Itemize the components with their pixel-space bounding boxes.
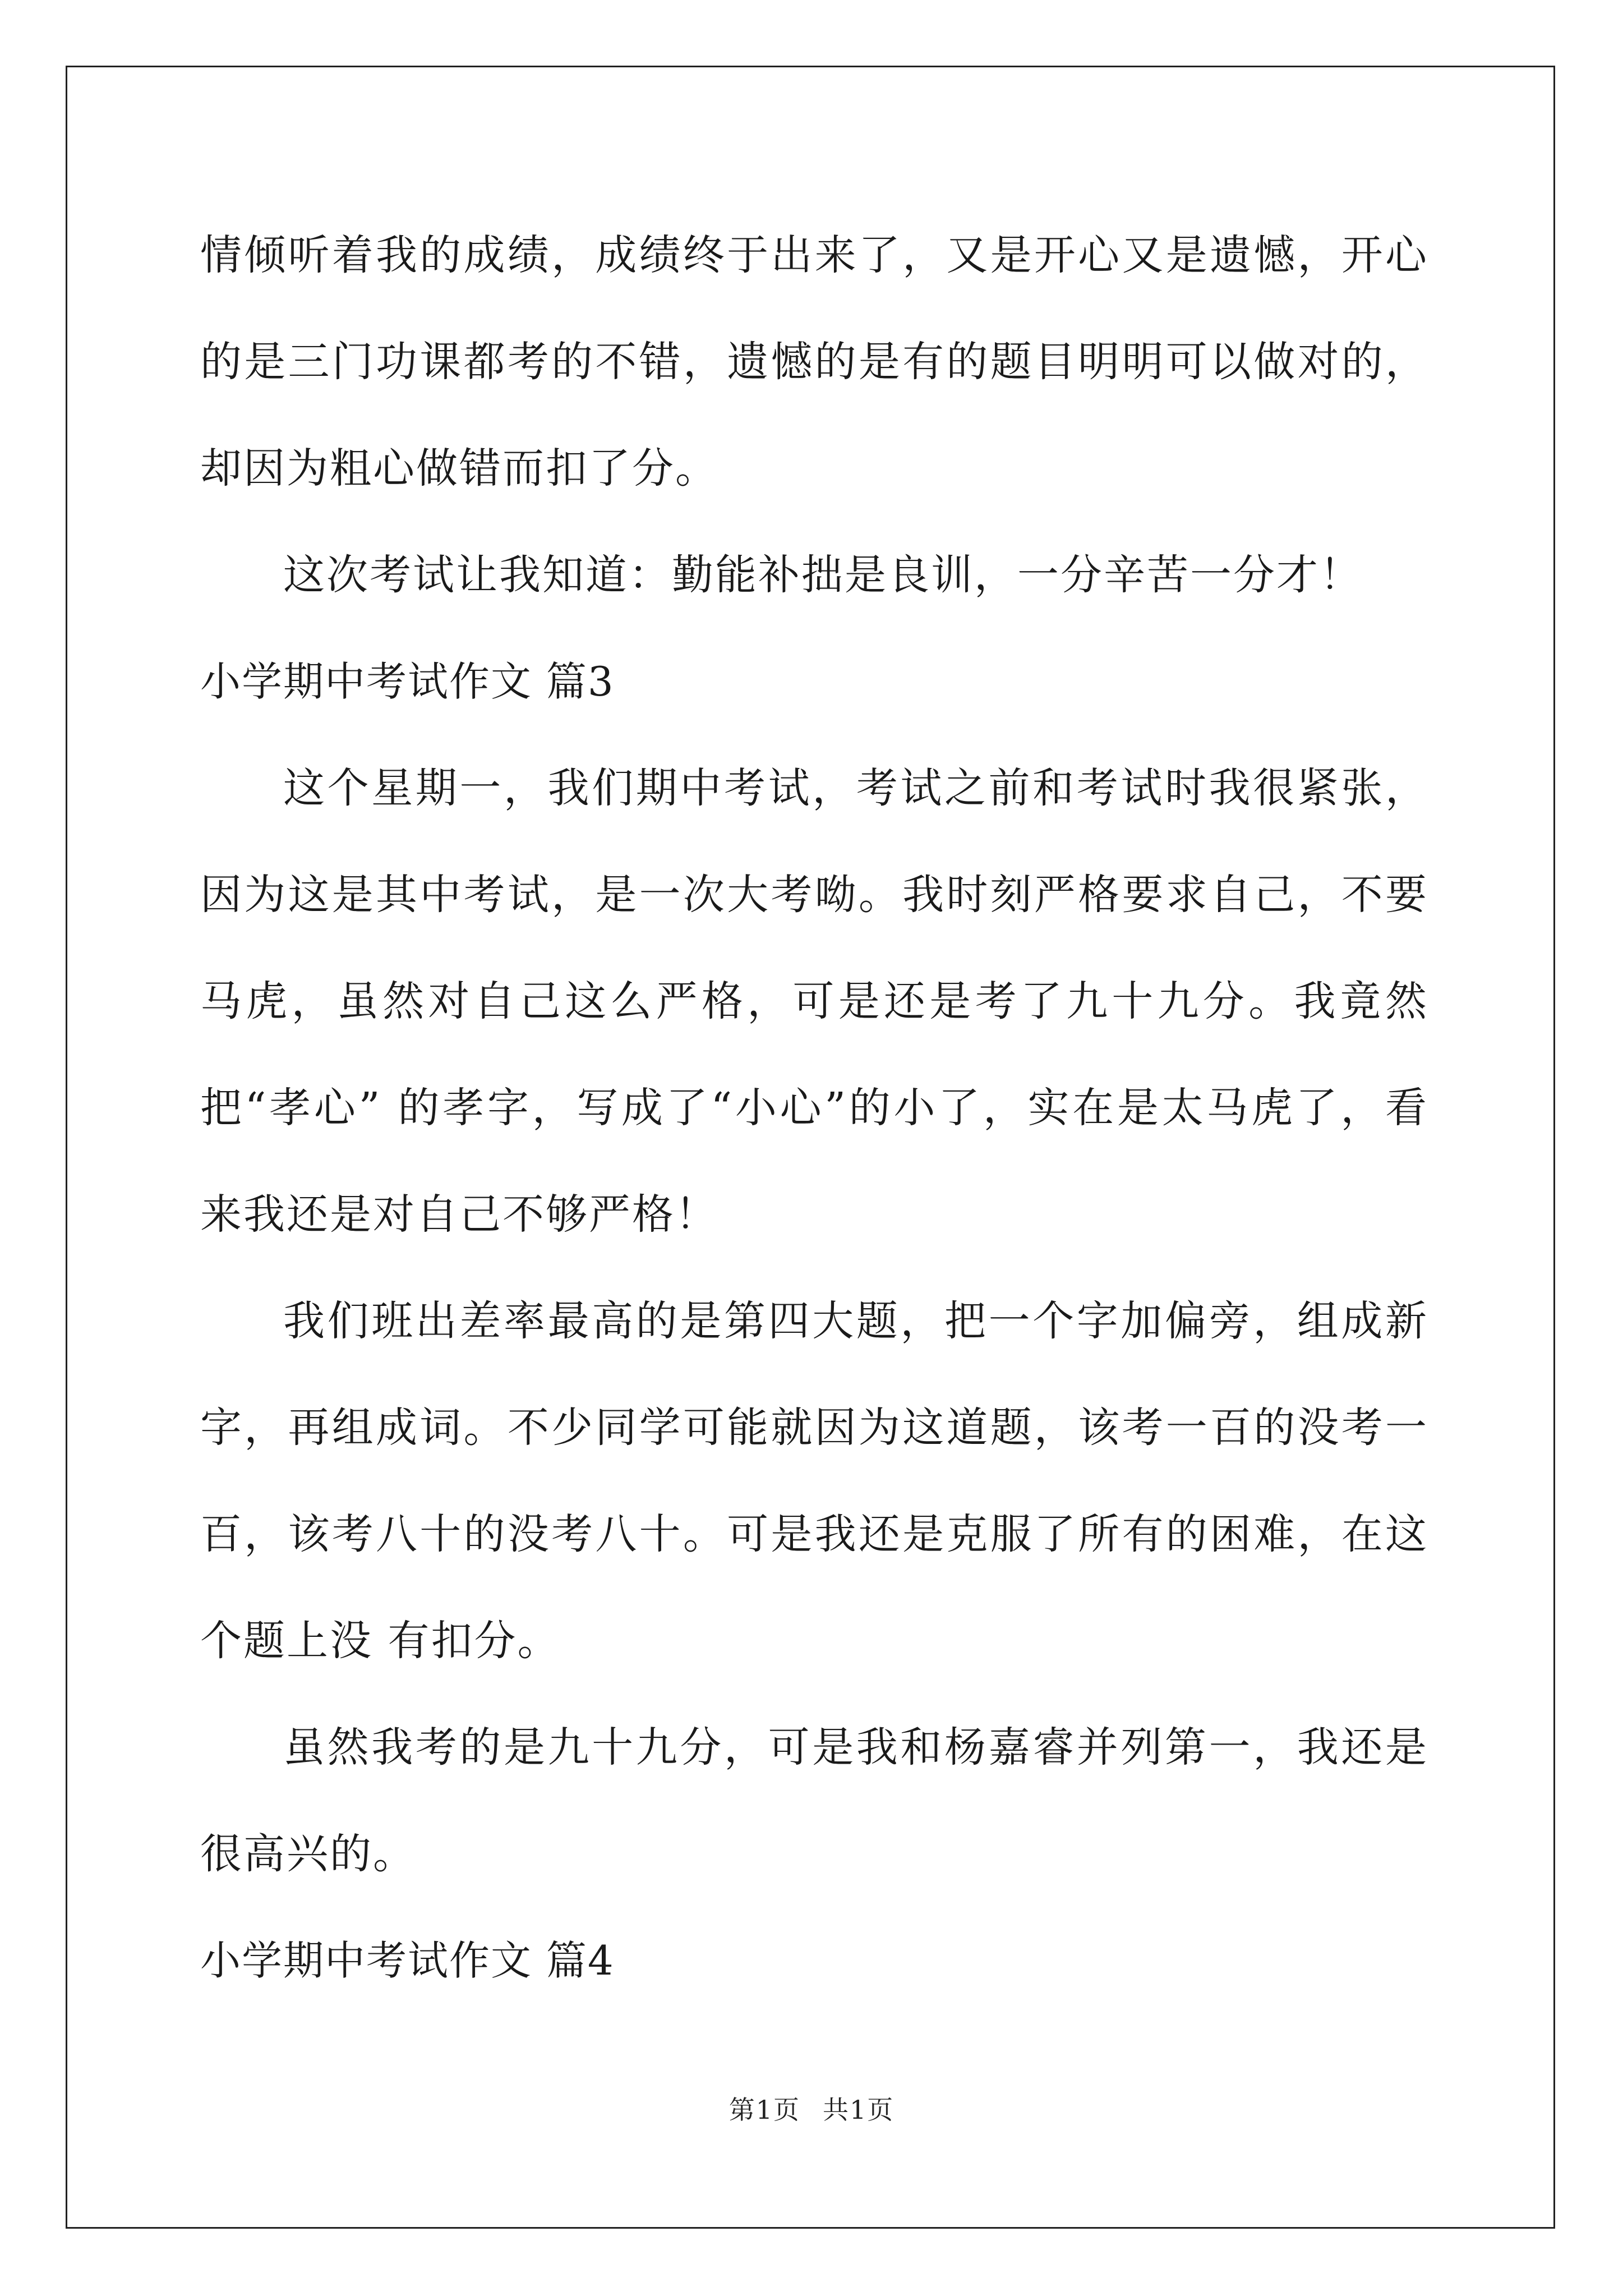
paragraph-fourth-question: 我们班出差率最高的是第四大题，把一个字加偏旁，组成新字，再组成词。不少同学可能就因为这道题，该考一百的没考一百，该考八十的没考八十。可是我还是克服了所有的困难，在这个题上没 有扣分。 [200,1297,1428,1665]
paragraph-ninety-nine: 虽然我考的是九十九分，可是我和杨嘉睿并列第一，我还是很高兴的。 [200,1723,1428,1878]
essay-heading-4: 小学期中考试作文 篇4 [200,1937,615,1984]
essay-heading-3: 小学期中考试作文 篇3 [200,658,615,705]
paragraph-continuation: 情倾听着我的成绩，成绩终于出来了，又是开心又是遗憾，开心的是三门功课都考的不错，遗憾的是有的题目明明可以做对的，却因为粗心做错而扣了分。 [200,231,1428,493]
paragraph-monday-exam: 这个星期一，我们期中考试，考试之前和考试时我很紧张，因为这是其中考试，是一次大考呦。我时刻严格要求自己，不要马虎，虽然对自己这么严格，可是还是考了九十九分。我竟然把“孝心” 的孝字，写成了“小心”的小了，实在是太马虎了，看来我还是对自己不够严格！ [200,764,1428,1239]
page-number: 第1页 [728,2095,800,2125]
document-body [200,202,1428,2014]
paragraph-lesson: 这次考试让我知道：勤能补拙是良训，一分辛苦一分才！ [283,551,1363,599]
page-total: 共1页 [823,2095,895,2125]
page-footer [0,2090,1623,2127]
